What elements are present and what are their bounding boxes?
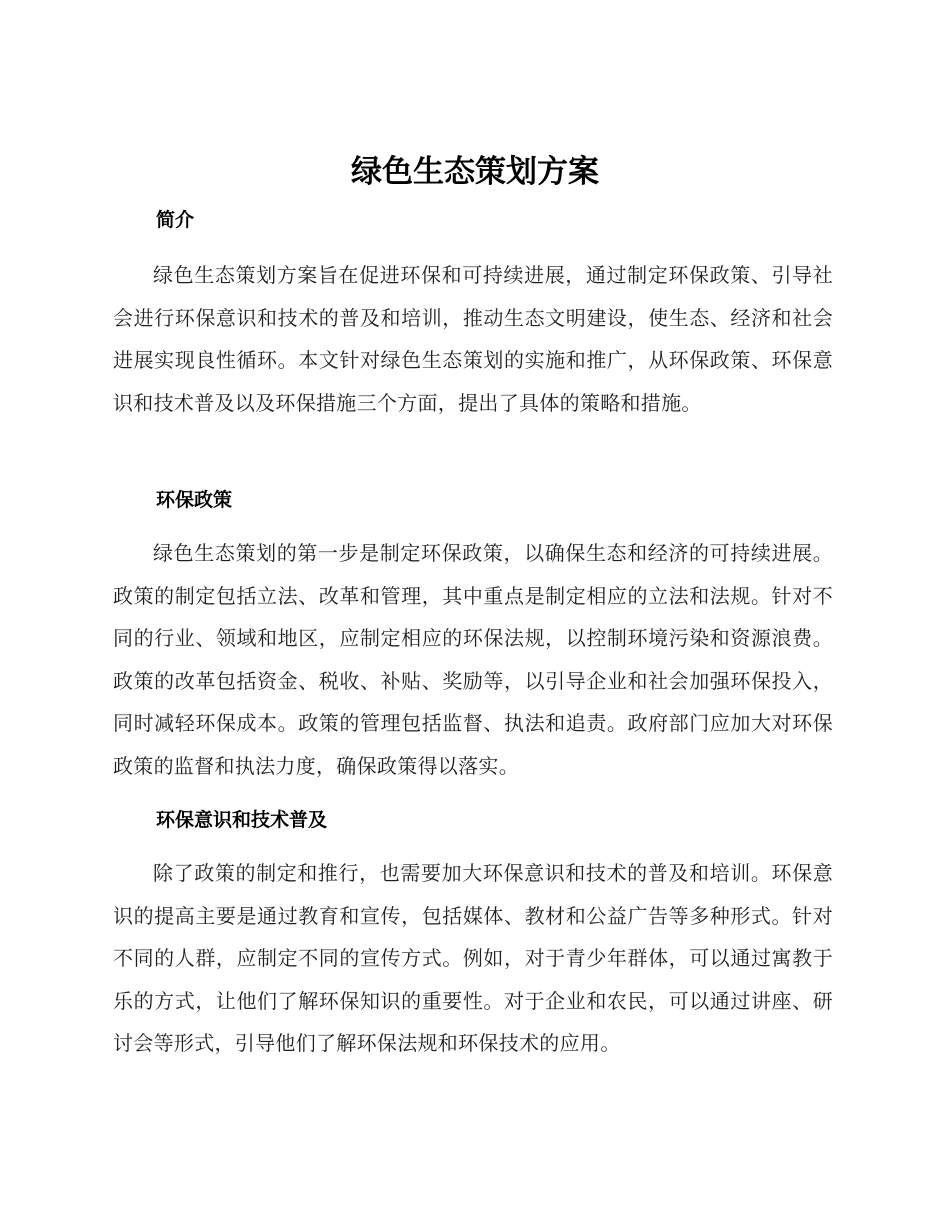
section-heading-policy: 环保政策 xyxy=(156,489,233,511)
section-body-awareness: 除了政策的制定和推行，也需要加大环保意识和技术的普及和培训。环保意识的提高主要是通过教育和宣传，包括媒体、教材和公益广告等多种形式。针对不同的人群，应制定不同的宣传方式。例如，对于青少年群体，可以通过寓教于乐的方式，让他们了解环保知识的重要性。对于企业和农民，可以通过讲座、研讨会等形式，引导他们了解环保法规和环保技术的应用。 xyxy=(113,861,833,1055)
section-body-intro: 绿色生态策划方案旨在促进环保和可持续进展，通过制定环保政策、引导社会进行环保意识和技术的普及和培训，推动生态文明建设，使生态、经济和社会进展实现良性循环。本文针对绿色生态策划的实施和推广，从环保政策、环保意识和技术普及以及环保措施三个方面，提出了具体的策略和措施。 xyxy=(113,263,833,415)
document-title: 绿色生态策划方案 xyxy=(351,154,599,190)
section-heading-intro: 简介 xyxy=(156,209,195,231)
section-body-policy: 绿色生态策划的第一步是制定环保政策，以确保生态和经济的可持续进展。政策的制定包括立法、改革和管理，其中重点是制定相应的立法和法规。针对不同的行业、领域和地区，应制定相应的环保法规，以控制环境污染和资源浪费。政策的改革包括资金、税收、补贴、奖励等，以引导企业和社会加强环保投入，同时减轻环保成本。政策的管理包括监督、执法和追责。政府部门应加大对环保政策的监督和执法力度，确保政策得以落实。 xyxy=(113,541,833,778)
section-heading-awareness: 环保意识和技术普及 xyxy=(156,809,328,831)
